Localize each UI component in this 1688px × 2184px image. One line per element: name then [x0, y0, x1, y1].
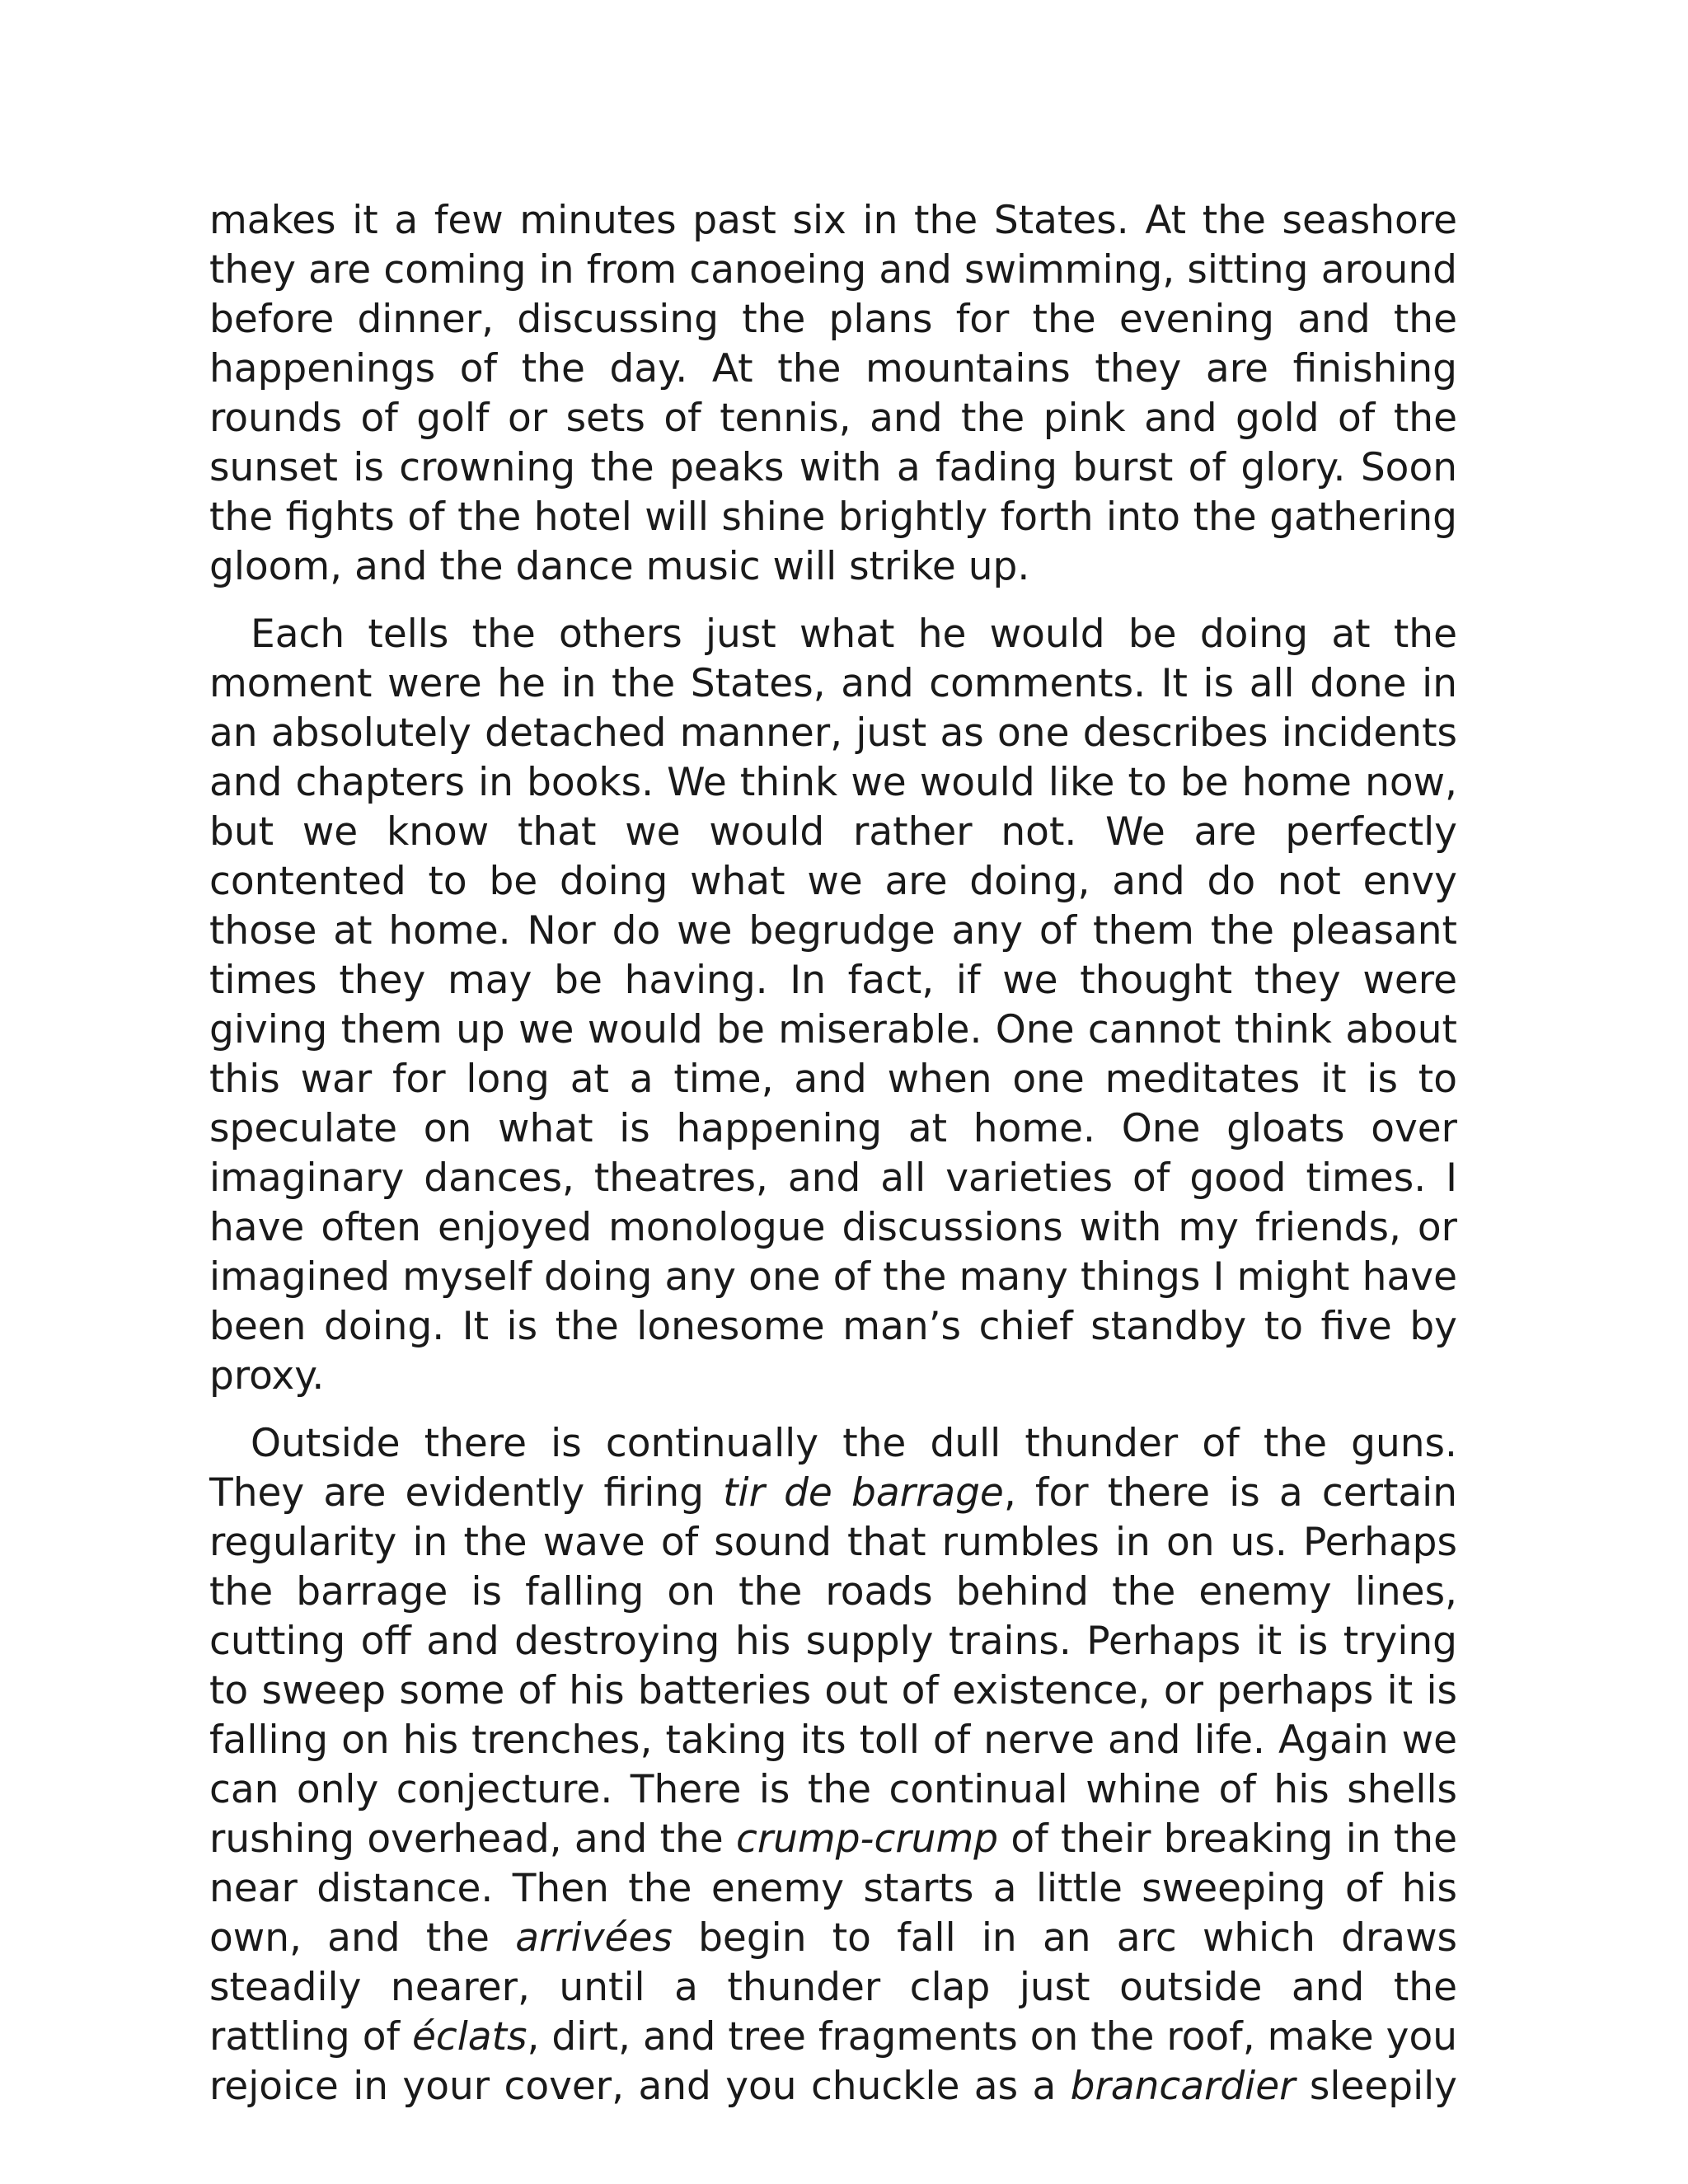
paragraph-2 — [209, 610, 1457, 1401]
paragraph-3-text-5: , dirt, and tree fragments on the roof, make you rejoice in your cover, and you chuckle as a — [209, 2014, 1457, 2109]
paragraph-3-text-2: , for there is a certain regularity in the wave of sound that rumbles in on us. Perhaps the barrage is falling on the roads behind the enemy lines, cutting off and destroying his supply trains. Perhaps it is trying to sweep some of his batteries out of existence, or perhaps it is falling on his trenches, taking its toll of nerve and life. Again we can only conjecture. There is the continual whine of his shells rushing overhead, and the — [209, 1470, 1458, 1862]
paragraph-3-italic-eclats: éclats — [411, 2014, 528, 2060]
paragraph-2-text: Each tells the others just what he would be doing at the moment were he in the States, and comments. It is all done in an absolutely detached manner, just as one describes incidents and chapters in books. We think we would like to be home now, but we know that we would rather not. We are perfectly contented to be doing what we are doing, and do not envy those at home. Nor do we begrudge any of them the pleasant times they may be having. In fact, if we thought they were giving them up we would be miserable. One cannot think about this war for long at a time, and when one meditates it is to speculate on what is happening at home. One gloats over imaginary dances, theatres, and all varieties of good times. I have often enjoyed monologue discussions with my friends, or imagined myself doing any one of the many things I might have been doing. It is the lonesome man’s chief standby to five by proxy. — [209, 612, 1457, 1399]
paragraph-3-text-6: sleepily — [1295, 2064, 1457, 2109]
paragraph-3-text-4: begin to fall in an arc which draws steadily nearer, until a thunder clap just outside and the rattling of — [209, 1915, 1457, 2060]
paragraph-3-text-1: Outside there is continually the dull thunder of the guns. They are evidently firing — [209, 1421, 1457, 1516]
page-body — [209, 196, 1457, 2111]
paragraph-3-italic-crump-crump: crump-crump — [735, 1816, 999, 1862]
paragraph-1-text: makes it a few minutes past six in the States. At the seashore they are coming in from canoeing and swimming, sitting around before dinner, discussing the plans for the evening and the happenings of the day. At the mountains they are finishing rounds of golf or sets of tennis, and the pink and gold of the sunset is crowning the peaks with a fading burst of glory. Soon the fights of the hotel will shine brightly forth into the gathering gloom, and the dance music will strike up. — [209, 198, 1457, 589]
paragraph-1 — [209, 196, 1457, 592]
paragraph-3-italic-brancardier: brancardier — [1070, 2064, 1296, 2109]
paragraph-3-italic-tir-de-barrage: tir de barrage — [723, 1470, 1004, 1516]
paragraph-3-text-3: of their breaking in the near distance. Then the enemy starts a little sweeping of his own, and the — [209, 1816, 1457, 1961]
paragraph-3 — [209, 1419, 1457, 2111]
paragraph-3-italic-arrivees: arrivées — [515, 1915, 673, 1961]
